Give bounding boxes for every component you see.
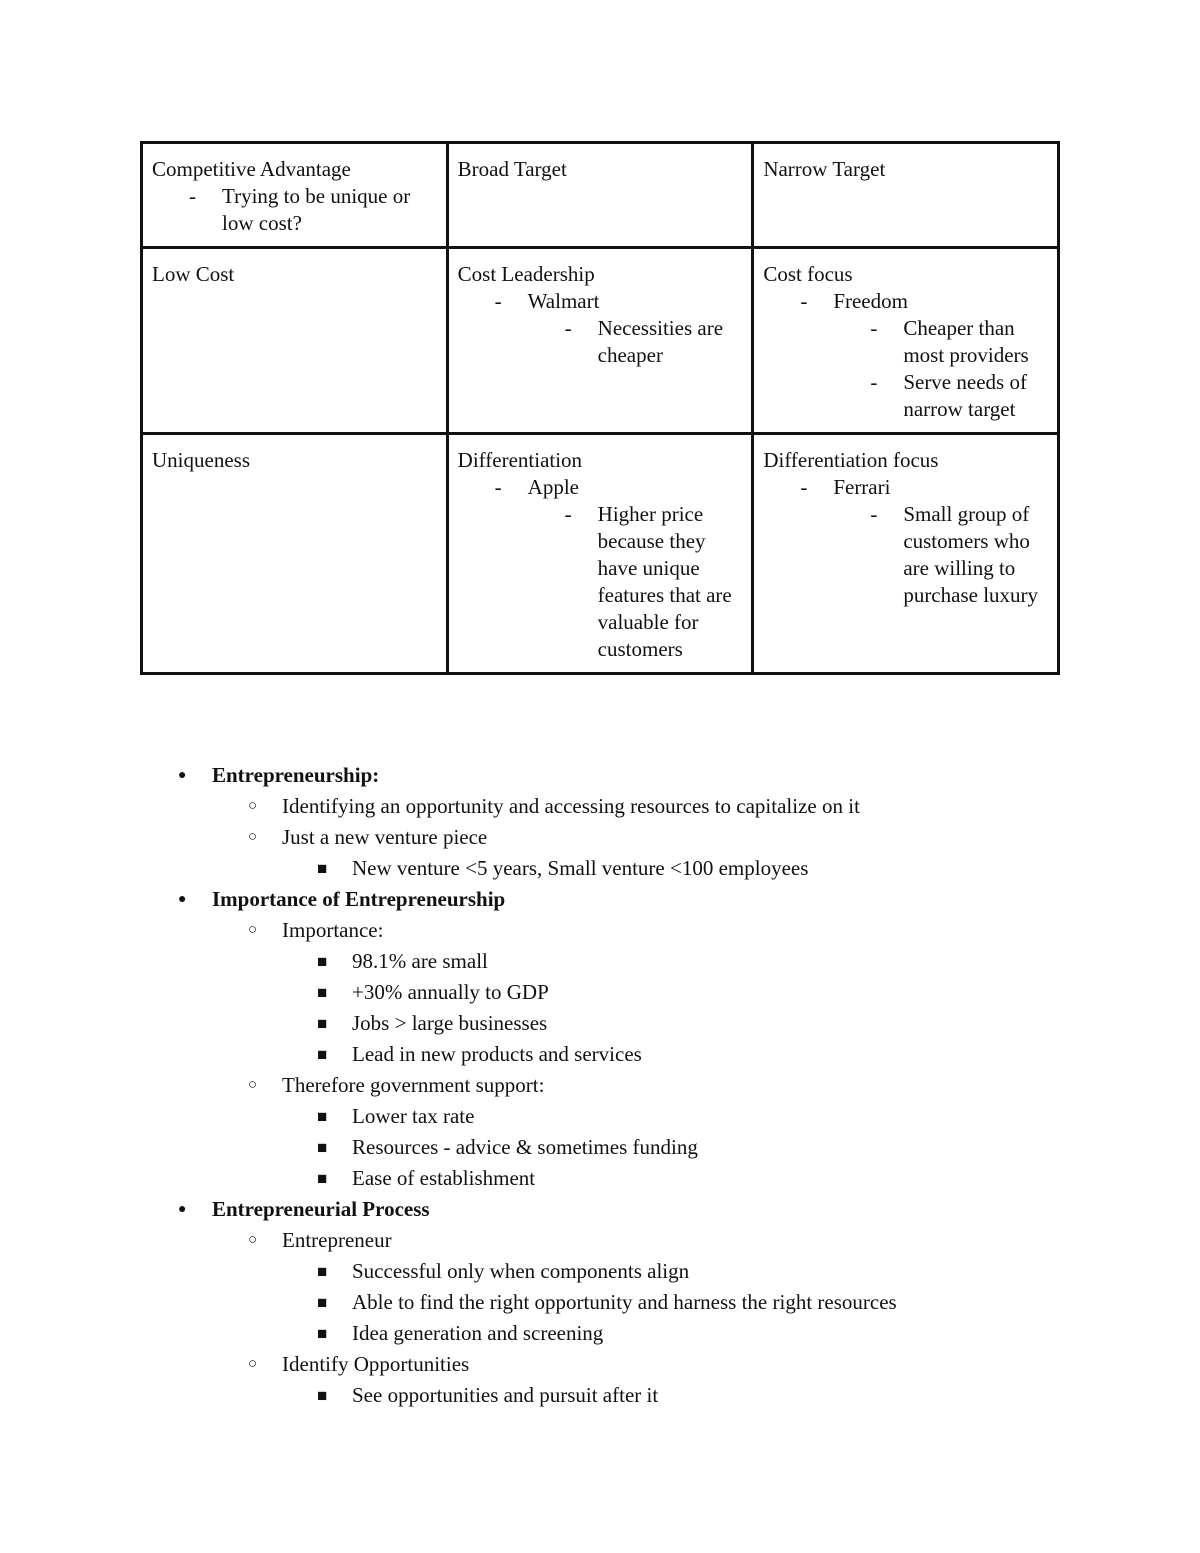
outline-item-level-3 [0,1318,1200,1349]
square-bullet-icon: ■ [317,1014,328,1033]
outline-item-level-2 [0,791,1200,822]
cell-subitem-text: Higher price because they have unique features that are valuable for customers [597,502,732,661]
table-row [142,248,1059,434]
cell-list [458,474,743,663]
outline-item-level-2 [0,1225,1200,1256]
square-bullet-icon: ■ [317,1169,328,1188]
outline-item-text: Able to find the right opportunity and harness the right resources [352,1290,897,1314]
outline-item-text: Successful only when components align [352,1259,690,1283]
square-bullet-icon: ■ [317,983,328,1002]
cell-list-item [763,474,1048,609]
cell-subitem-text: Small group of customers who are willing to purchase luxury [903,502,1039,607]
outline-item-level-3 [0,946,1200,977]
square-bullet-icon: ■ [317,1386,328,1405]
cell-sublist [528,315,743,369]
outline-item-text: 98.1% are small [352,949,488,973]
outline-item-text: Jobs > large businesses [352,1011,548,1035]
cell-heading: Cost focus [763,262,853,286]
competitive-strategy-table [140,141,1060,675]
cell-sublist [528,501,743,663]
outline-item-text: Resources - advice & sometimes funding [352,1135,698,1159]
cell-heading: Differentiation focus [763,448,939,472]
cell-list-item [152,183,437,237]
cell-sublist-item [528,501,743,663]
filled-bullet-icon: ● [178,892,187,907]
dash-marker: - [564,502,572,526]
cell-list-item [763,288,1048,423]
cell-list [458,288,743,369]
table-cell [447,434,753,674]
table-row [142,143,1059,248]
dash-marker: - [564,316,572,340]
outline-item-level-3 [0,1380,1200,1411]
hollow-bullet-icon: ○ [248,829,258,845]
cell-heading: Narrow Target [763,157,886,181]
outline-item-text: See opportunities and pursuit after it [352,1383,659,1407]
dash-marker: - [870,502,878,526]
outline-item-level-2 [0,915,1200,946]
dash-marker: - [189,184,196,208]
square-bullet-icon: ■ [317,1138,328,1157]
outline-item-level-3 [0,853,1200,884]
outline-item-level-2 [0,822,1200,853]
square-bullet-icon: ■ [317,1045,328,1064]
outline-item-text: Idea generation and screening [352,1321,604,1345]
notes-outline [0,760,1200,1411]
outline-item-level-2 [0,1349,1200,1380]
outline-item-level-3 [0,1132,1200,1163]
dash-marker: - [494,475,502,499]
table-cell [447,248,753,434]
square-bullet-icon: ■ [317,1324,328,1343]
table-cell [753,248,1059,434]
outline-item-level-1 [0,884,1200,915]
cell-list [763,474,1048,609]
table-body [142,143,1059,674]
outline-item-text: Therefore government support: [282,1073,545,1097]
table-cell [142,143,448,248]
cell-sublist-item [833,315,1048,369]
cell-list-item [458,474,743,663]
outline-item-level-1 [0,760,1200,791]
outline-item-level-3 [0,977,1200,1008]
cell-item-text: Ferrari [833,475,891,499]
outline-item-text: New venture <5 years, Small venture <100 employees [352,856,809,880]
cell-sublist-item [528,315,743,369]
square-bullet-icon: ■ [317,952,328,971]
cell-list [152,183,437,237]
dash-marker: - [870,316,878,340]
table-row [142,434,1059,674]
square-bullet-icon: ■ [317,1107,328,1126]
outline-item-text: Identify Opportunities [282,1352,470,1376]
cell-heading: Broad Target [457,157,567,181]
outline-item-text: Lower tax rate [352,1104,475,1128]
outline-item-text: Lead in new products and services [352,1042,642,1066]
outline-item-text: Importance: [282,918,384,942]
dash-marker: - [800,289,808,313]
cell-list-item [458,288,743,369]
cell-heading: Cost Leadership [457,262,595,286]
cell-sublist [833,315,1048,423]
dash-marker: - [870,370,878,394]
outline-item-text: Entrepreneurship: [212,763,380,787]
cell-subitem-text: Cheaper than most providers [903,316,1029,367]
outline-item-text: Entrepreneurial Process [212,1197,430,1221]
square-bullet-icon: ■ [317,859,328,878]
cell-heading: Differentiation [457,448,583,472]
hollow-bullet-icon: ○ [248,922,258,938]
dash-marker: - [800,475,808,499]
cell-list [763,288,1048,423]
outline-item-level-3 [0,1039,1200,1070]
cell-item-text: Apple [527,475,579,499]
cell-item-text: Trying to be unique or low cost? [222,184,411,235]
table-cell [753,143,1059,248]
hollow-bullet-icon: ○ [248,1232,258,1248]
cell-item-text: Walmart [527,289,600,313]
cell-sublist [833,501,1048,609]
square-bullet-icon: ■ [317,1293,328,1312]
cell-heading: Low Cost [152,262,235,286]
cell-sublist-item [833,369,1048,423]
hollow-bullet-icon: ○ [248,1356,258,1372]
outline-item-text: +30% annually to GDP [352,980,549,1004]
cell-heading: Competitive Advantage [152,157,351,181]
table-cell [447,143,753,248]
outline-item-level-3 [0,1287,1200,1318]
outline-item-text: Just a new venture piece [282,825,488,849]
outline-item-text: Identifying an opportunity and accessing resources to capitalize on it [282,794,860,818]
outline-item-level-1 [0,1194,1200,1225]
outline-item-level-2 [0,1070,1200,1101]
table-cell [753,434,1059,674]
cell-sublist-item [833,501,1048,609]
hollow-bullet-icon: ○ [248,1077,258,1093]
outline-item-text: Importance of Entrepreneurship [212,887,506,911]
outline-item-text: Ease of establishment [352,1166,536,1190]
cell-subitem-text: Necessities are cheaper [597,316,724,367]
filled-bullet-icon: ● [178,1202,187,1217]
cell-item-text: Freedom [833,289,908,313]
outline-item-level-3 [0,1008,1200,1039]
hollow-bullet-icon: ○ [248,798,258,814]
outline-item-text: Entrepreneur [282,1228,392,1252]
filled-bullet-icon: ● [178,768,187,783]
table-cell [142,248,448,434]
outline-item-level-3 [0,1101,1200,1132]
cell-heading: Uniqueness [152,448,250,472]
dash-marker: - [494,289,502,313]
outline-item-level-3 [0,1163,1200,1194]
cell-subitem-text: Serve needs of narrow target [903,370,1027,421]
outline-item-level-3 [0,1256,1200,1287]
square-bullet-icon: ■ [317,1262,328,1281]
table-cell [142,434,448,674]
